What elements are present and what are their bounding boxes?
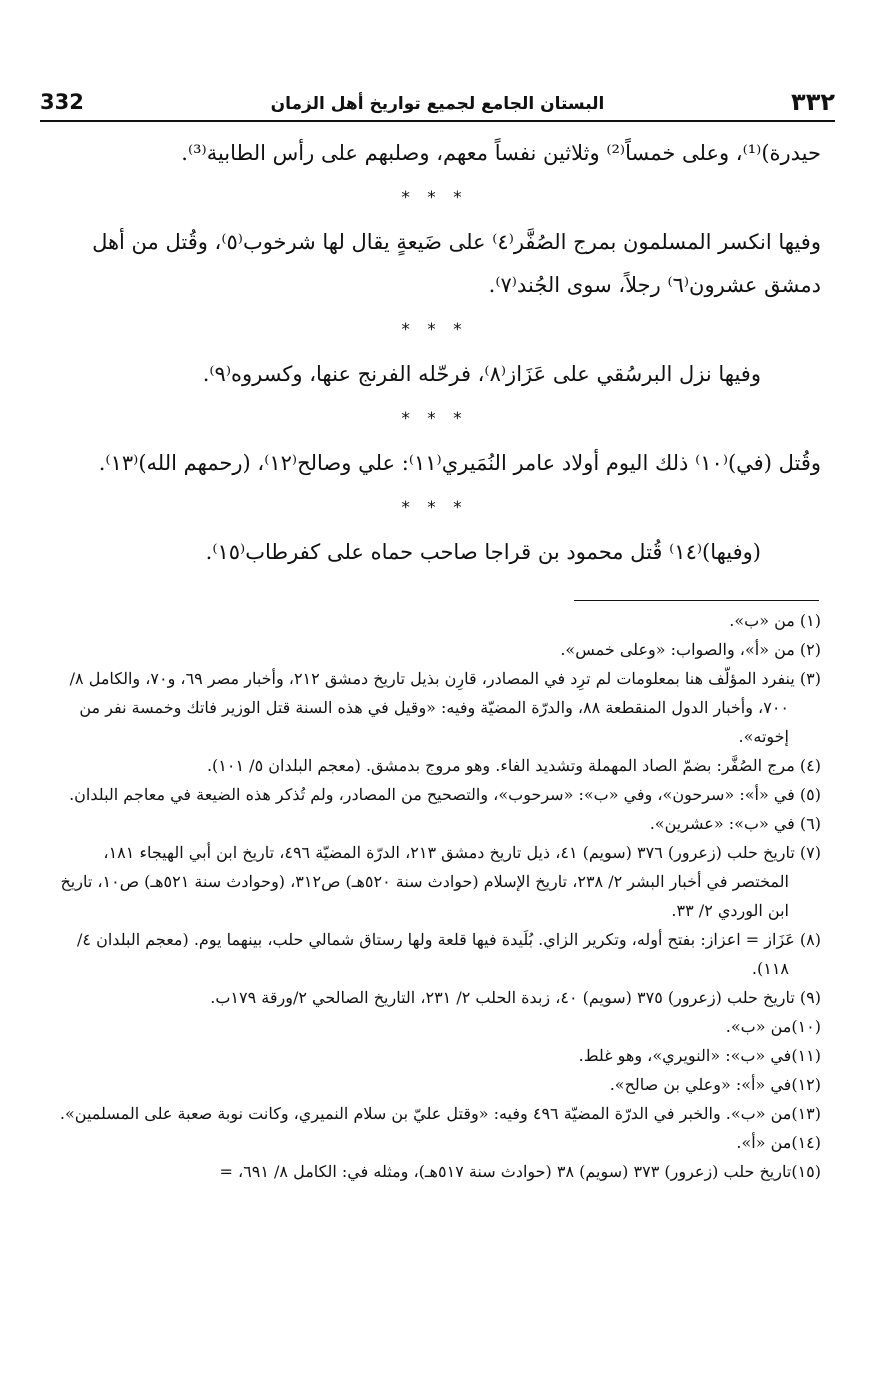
paragraph-3: وفيها نزل البرسُقي على عَزَاز⁽٨⁾، فرحّله الفرنج عنها، وكسروه⁽٩⁾. [202, 362, 761, 386]
paragraph-2: وفيها انكسر المسلمون بمرج الصُفَّر⁽٤⁾ على ضَيعةٍ يقال لها شرخوب⁽٥⁾، وقُتل من أهل دمشق عشرون⁽٦⁾ رجلاً، سوى الجُند⁽٧⁾. [92, 230, 821, 297]
footnote: (١) من «ب». [729, 611, 821, 630]
section-separator: * * * [401, 498, 468, 518]
footnote: (١٠)من «ب». [725, 1017, 821, 1036]
footnote: (٣) ينفرد المؤلّف هنا بمعلومات لم ترِد في المصادر، قارِن بذيل تاريخ دمشق ٢١٢، وأخبار مصر ٦٩، و٧٠، والكامل ٨/ ٧٠٠، وأخبار الدول المنقطعة ٨٨، والدرّة المضيّة وفيه: «وقيل في هذه السنة قتل الوزير فاتك وخمسة نفر من إخوته». [69, 669, 821, 746]
footnote: (١٥)تاريخ حلب (زعرور) ٣٧٣ (سويم) ٣٨ (حوادث سنة ٥١٧هـ)، ومثله في: الكامل ٨/ ٦٩١، = [219, 1162, 821, 1181]
footnote-divider [574, 600, 819, 601]
page-header [40, 80, 835, 122]
page-number-arabic: ٣٣٢ [791, 88, 835, 116]
section-separator: * * * [401, 188, 468, 208]
section-separator: * * * [401, 320, 468, 340]
paragraph-1: حيدرة)⁽¹⁾، وعلى خمساً⁽²⁾ وثلاثين نفساً معهم، وصلبهم على رأس الطابية⁽³⁾. [181, 141, 821, 165]
paragraph-5: (وفيها)⁽١٤⁾ قُتل محمود بن قراجا صاحب حماه على كفرطاب⁽١٥⁾. [205, 540, 761, 564]
page-number-latin: 332 [40, 90, 84, 114]
footnote: (٥) في «أ»: «سرحون»، وفي «ب»: «سرحوب»، والتصحيح من المصادر، ولم تُذكر هذه الضيعة في معاجم البلدان. [69, 785, 821, 804]
main-text [48, 132, 821, 574]
footnote: (٩) تاريخ حلب (زعرور) ٣٧٥ (سويم) ٤٠، زبدة الحلب ٢/ ٢٣١، التاريخ الصالحي ٢/ورقة ١٧٩ب. [210, 988, 821, 1007]
footnote: (١١)في «ب»: «النويري»، وهو غلط. [578, 1046, 821, 1065]
section-separator: * * * [401, 409, 468, 429]
footnote: (٤) مرج الصُفَّر: بضمّ الصاد المهملة وتشديد الفاء. وهو مروج بدمشق. (معجم البلدان ٥/ ١٠١). [206, 756, 821, 775]
footnote: (٦) في «ب»: «عشرين». [649, 814, 821, 833]
footnote: (١٤)من «أ». [736, 1133, 821, 1152]
paragraph-4: وقُتل (في)⁽١٠⁾ ذلك اليوم أولاد عامر النُمَيري⁽١١⁾: علي وصالح⁽١٢⁾، (رحمهم الله)⁽١٣⁾. [98, 451, 821, 475]
footnote: (١٢)في «أ»: «وعلي بن صالح». [609, 1075, 821, 1094]
running-title: البستان الجامع لجميع تواريخ أهل الزمان [270, 94, 605, 114]
footnote: (٨) عَزَاز = اعزاز: بفتح أوله، وتكرير الزاي. بُلَيدة فيها قلعة ولها رستاق شمالي حلب، بينهما يوم. (معجم البلدان ٤/ ١١٨). [77, 930, 821, 978]
footnotes [52, 606, 821, 1186]
footnote: (٢) من «أ»، والصواب: «وعلى خمس». [560, 640, 821, 659]
footnote: (٧) تاريخ حلب (زعرور) ٣٧٦ (سويم) ٤١، ذيل تاريخ دمشق ٢١٣، الدرّة المضيّة ٤٩٦، تاريخ ابن أبي الهيجاء ١٨١، المختصر في أخبار البشر ٢/ ٢٣٨، تاريخ الإسلام (حوادث سنة ٥٢٠هـ) ص٣١٢، (وحوادث سنة ٥٢١هـ) ص١٠، تاريخ ابن الوردي ٢/ ٣٣. [60, 843, 821, 920]
footnote: (١٣)من «ب». والخبر في الدرّة المضيّة ٤٩٦ وفيه: «وقتل عليّ بن سلام النميري، وكانت نوبة صعبة على المسلمين». [59, 1104, 821, 1123]
